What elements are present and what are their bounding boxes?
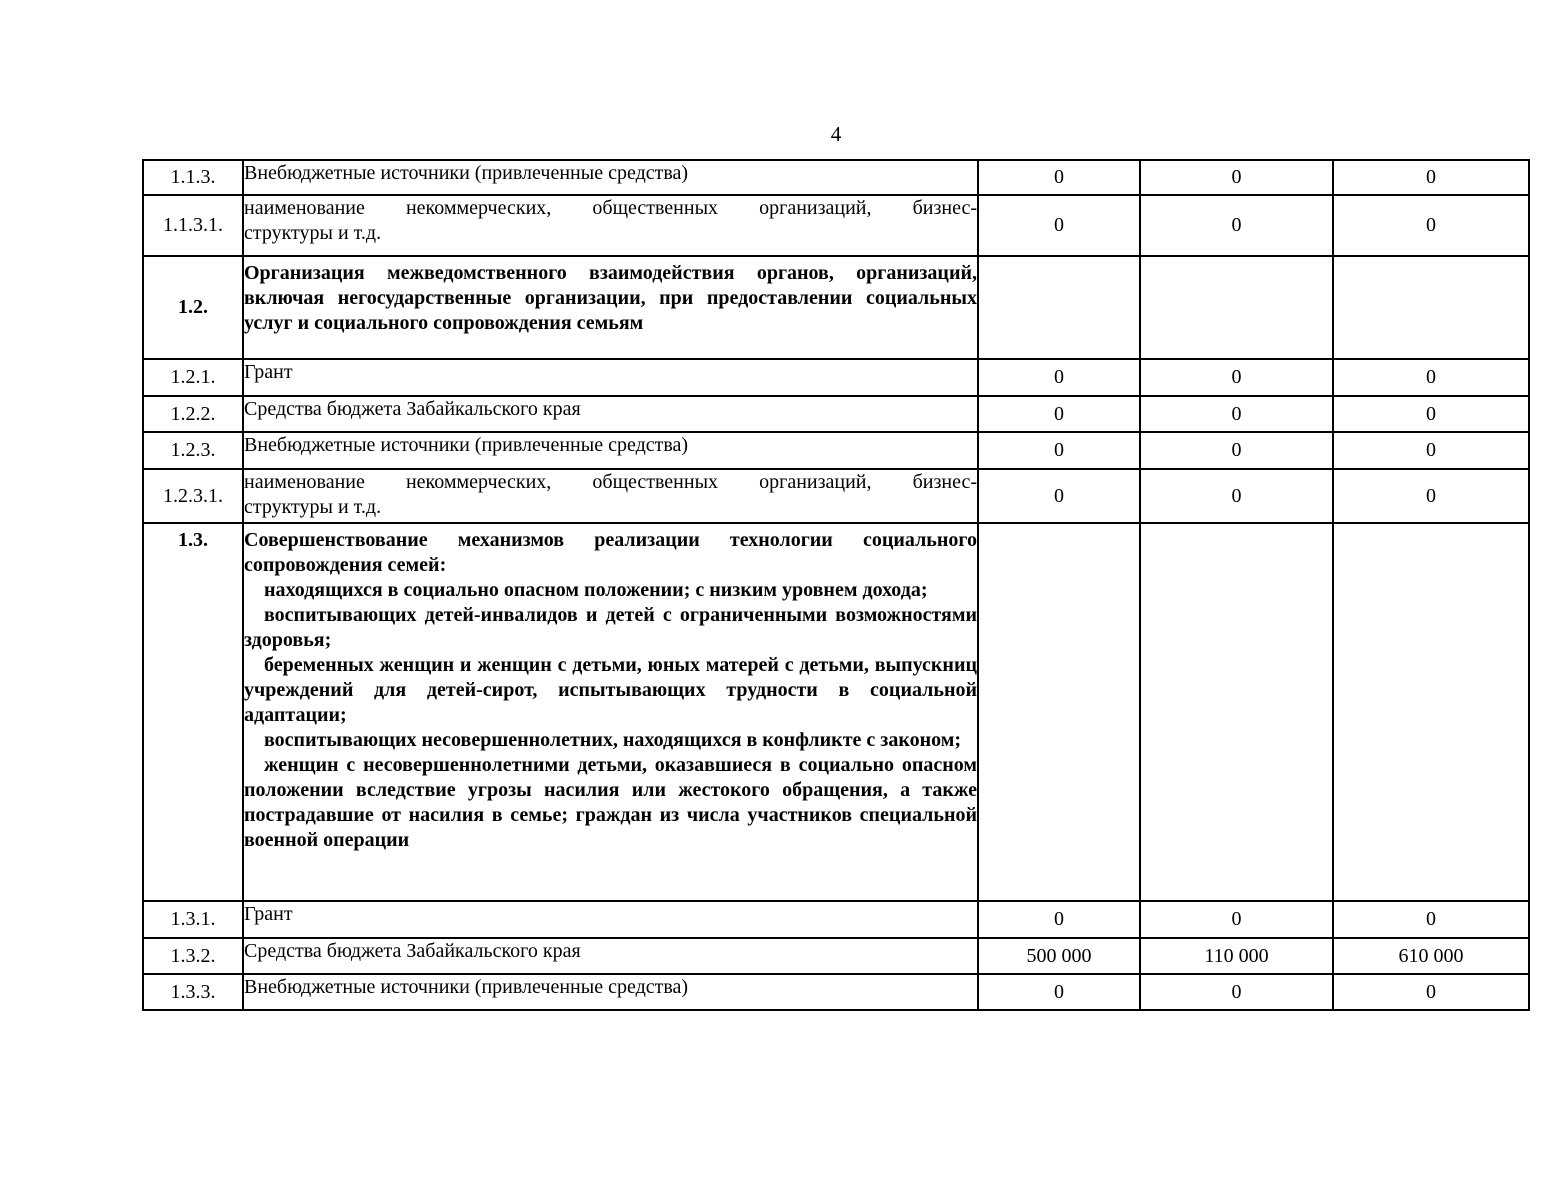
row-name: Внебюджетные источники (привлеченные средства) [243, 432, 978, 469]
value-cell-2: 110 000 [1140, 938, 1333, 974]
row-name: Организация межведомственного взаимодействия органов, организаций, включая негосударственные организации, при предоставлении социальных услуг и социального сопровождения семьям [243, 256, 978, 359]
value-cell-3: 0 [1333, 901, 1529, 938]
value-cell-2: 0 [1140, 195, 1333, 256]
row-number: 1.3. [143, 523, 243, 901]
value-cell-3: 0 [1333, 195, 1529, 256]
value-cell-2: 0 [1140, 396, 1333, 432]
value-cell-1: 0 [978, 396, 1140, 432]
row-paragraph: Совершенствование механизмов реализации технологии социального сопровождения семей: [244, 529, 977, 576]
value-cell-3: 0 [1333, 160, 1529, 195]
value-cell-3 [1333, 256, 1529, 359]
table-row [143, 160, 1529, 195]
value-cell-1: 0 [978, 432, 1140, 469]
row-number: 1.2.3.1. [143, 469, 243, 523]
value-cell-1 [978, 256, 1140, 359]
row-number: 1.1.3.1. [143, 195, 243, 256]
row-name: Средства бюджета Забайкальского края [243, 938, 978, 974]
table-row [143, 195, 1529, 256]
value-cell-2: 0 [1140, 359, 1333, 396]
row-name [243, 523, 978, 901]
value-cell-3: 0 [1333, 359, 1529, 396]
row-name: Средства бюджета Забайкальского края [243, 396, 978, 432]
row-name: Внебюджетные источники (привлеченные средства) [243, 974, 978, 1010]
page-number: 4 [830, 122, 842, 146]
value-cell-1: 0 [978, 974, 1140, 1010]
value-cell-3: 0 [1333, 974, 1529, 1010]
row-number: 1.3.3. [143, 974, 243, 1010]
value-cell-3: 0 [1333, 469, 1529, 523]
row-name [243, 469, 978, 523]
value-cell-1: 0 [978, 901, 1140, 938]
value-cell-2: 0 [1140, 432, 1333, 469]
row-number: 1.2. [143, 256, 243, 359]
row-number: 1.2.2. [143, 396, 243, 432]
row-paragraph: женщин с несовершеннолетними детьми, оказавшиеся в социально опасном положении вследствие угрозы насилия или жестокого обращения, а также пострадавшие от насилия в семье; граждан из числа участников специальной военной операции [244, 754, 977, 851]
value-cell-3: 0 [1333, 432, 1529, 469]
value-cell-1: 500 000 [978, 938, 1140, 974]
row-paragraph: воспитывающих детей-инвалидов и детей с ограниченными возможностями здоровья; [244, 604, 977, 651]
value-cell-2: 0 [1140, 160, 1333, 195]
row-name-line: наименование некоммерческих, общественных организаций, бизнес- [244, 197, 977, 219]
row-paragraph: беременных женщин и женщин с детьми, юных матерей с детьми, выпускниц учреждений для детей-сирот, испытывающих трудности в социальной адаптации; [244, 654, 977, 726]
value-cell-3: 0 [1333, 396, 1529, 432]
row-number: 1.2.1. [143, 359, 243, 396]
value-cell-1: 0 [978, 160, 1140, 195]
row-number: 1.1.3. [143, 160, 243, 195]
row-name: Грант [243, 901, 978, 938]
row-number: 1.2.3. [143, 432, 243, 469]
table-row [143, 938, 1529, 974]
row-number: 1.3.2. [143, 938, 243, 974]
value-cell-1: 0 [978, 195, 1140, 256]
value-cell-1: 0 [978, 469, 1140, 523]
value-cell-2 [1140, 256, 1333, 359]
table-row [143, 901, 1529, 938]
table-row [143, 432, 1529, 469]
budget-table [142, 159, 1530, 1011]
value-cell-2 [1140, 523, 1333, 901]
row-paragraph: воспитывающих несовершеннолетних, находящихся в конфликте с законом; [264, 729, 962, 751]
table-row [143, 523, 1529, 901]
row-name: Грант [243, 359, 978, 396]
value-cell-3: 610 000 [1333, 938, 1529, 974]
table-row [143, 396, 1529, 432]
row-paragraph: находящихся в социально опасном положении; с низким уровнем дохода; [264, 579, 928, 601]
row-name: Внебюджетные источники (привлеченные средства) [243, 160, 978, 195]
table-row [143, 359, 1529, 396]
table-row [143, 974, 1529, 1010]
value-cell-1: 0 [978, 359, 1140, 396]
row-name-line: структуры и т.д. [244, 496, 382, 518]
row-name-line: наименование некоммерческих, общественных организаций, бизнес- [244, 471, 977, 493]
value-cell-2: 0 [1140, 469, 1333, 523]
value-cell-2: 0 [1140, 974, 1333, 1010]
row-name-line: структуры и т.д. [244, 222, 382, 244]
value-cell-3 [1333, 523, 1529, 901]
row-number: 1.3.1. [143, 901, 243, 938]
value-cell-1 [978, 523, 1140, 901]
value-cell-2: 0 [1140, 901, 1333, 938]
row-name [243, 195, 978, 256]
table-row [143, 256, 1529, 359]
table-row [143, 469, 1529, 523]
